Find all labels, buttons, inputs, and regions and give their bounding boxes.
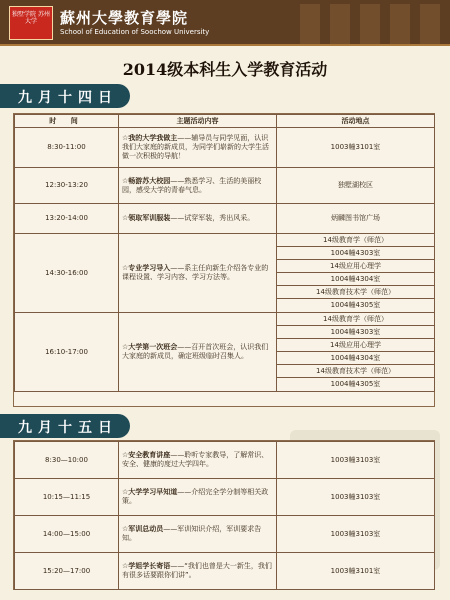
activity-title: ☆畅游苏大校园 — [122, 176, 171, 185]
seal-text: 独墅学院 苏州大学 — [12, 11, 50, 25]
row-content — [119, 516, 277, 553]
row-time: 15:20—17:00 — [15, 553, 119, 590]
activity-desc: ——系主任向新生介绍各专业的课程设置、学习内容、学习方法等。 — [122, 264, 269, 281]
activity-title: ☆我的大学我做主 — [122, 134, 178, 142]
row-time: 10:15—11:15 — [15, 479, 119, 516]
table-row — [15, 168, 435, 204]
row-content — [119, 313, 277, 392]
activity-desc: ——军训知识介绍，军训要求告知。 — [122, 525, 262, 542]
table-row — [15, 516, 435, 553]
place-line: 14级应用心理学 — [277, 339, 434, 352]
header-place: 活动地点 — [277, 115, 435, 128]
row-place: 独墅湖校区 — [277, 168, 435, 204]
table-row — [15, 313, 435, 392]
table-row — [15, 204, 435, 234]
row-place: 1003幢3101室 — [277, 553, 435, 590]
row-time: 8:30—10:00 — [15, 442, 119, 479]
schedule-table-day2 — [13, 440, 435, 590]
header-decoration — [390, 4, 410, 44]
row-content — [119, 234, 277, 313]
place-line: 14级教育技术学（师范） — [277, 365, 434, 378]
row-time: 16:10-17:00 — [15, 313, 119, 392]
school-name-cn: 蘇州大學教育學院 — [60, 9, 189, 27]
row-content — [119, 442, 277, 479]
activity-desc: ——熟悉学习、生活的美丽校园，感受大学的青春气息。 — [122, 176, 262, 194]
school-name-en: School of Education of Soochow University — [60, 28, 210, 36]
day-label-sep14: 九月十四日 — [0, 84, 130, 108]
activity-desc: ——“我们也曾是大一新生，我们有很多话要跟你们讲”。 — [122, 562, 272, 579]
place-line: 1004幢4304室 — [277, 352, 434, 365]
place-line: 1004幢4305室 — [330, 380, 381, 388]
row-content — [119, 128, 277, 168]
activity-title: ☆大学学习早知道 — [122, 488, 178, 496]
row-place: 1003幢3103室 — [277, 479, 435, 516]
header-decoration — [360, 4, 380, 44]
activity-desc: ——试穿军装，秀出风采。 — [170, 214, 255, 222]
day-label-sep15: 九月十五日 — [0, 414, 130, 438]
row-content — [119, 168, 277, 204]
row-place: 1003幢3101室 — [277, 128, 435, 168]
row-time: 13:20-14:00 — [15, 204, 119, 234]
table-row — [15, 553, 435, 590]
place-line: 14级教育技术学（师范） — [277, 286, 434, 299]
row-time: 14:00—15:00 — [15, 516, 119, 553]
table-header-row — [15, 115, 435, 128]
table-row — [15, 234, 435, 313]
row-place — [277, 234, 435, 313]
row-content — [119, 479, 277, 516]
activity-title: ☆军训总动员 — [122, 525, 164, 533]
activity-title: ☆专业学习导入 — [122, 264, 171, 272]
activity-title: ☆大学第一次班会 — [122, 343, 178, 351]
activity-title: ☆领取军训服装 — [122, 214, 171, 222]
activity-title: ☆安全教育讲座 — [122, 451, 171, 459]
table-row — [15, 128, 435, 168]
place-line: 1004幢4303室 — [277, 247, 434, 260]
header-decoration — [300, 4, 320, 44]
row-place: 1003幢3103室 — [277, 516, 435, 553]
row-place: 炳麟图书馆广场 — [277, 204, 435, 234]
activity-desc: ——辅导员与同学见面，认识我们大家庭的新成员，为同学们崭新的大学生活做一次积极的导航！ — [122, 134, 269, 160]
row-time: 12:30-13:20 — [15, 168, 119, 204]
activity-desc: ——召开首次班会，认识我们大家庭的新成员，确定班级临时召集人。 — [122, 343, 269, 360]
activity-title: ☆学姐学长寄语 — [122, 562, 171, 570]
row-content — [119, 204, 277, 234]
place-line: 1004幢4305室 — [330, 301, 381, 309]
row-place: 1003幢3103室 — [277, 442, 435, 479]
place-line: 14级教育学（师范） — [277, 234, 434, 247]
header-decoration — [330, 4, 350, 44]
page-title: 2014级本科生入学教育活动 — [122, 60, 328, 79]
row-content — [119, 553, 277, 590]
row-time: 8:30-11:00 — [15, 128, 119, 168]
activity-desc: ——聆听专家教导，了解常识、安全、健康的度过大学四年。 — [122, 451, 269, 468]
place-line: 1004幢4303室 — [277, 326, 434, 339]
header-content: 主题活动内容 — [119, 115, 277, 128]
place-line: 1004幢4304室 — [277, 273, 434, 286]
row-time: 14:30-16:00 — [15, 234, 119, 313]
place-line: 14级教育学（师范） — [277, 313, 434, 326]
school-seal-logo — [9, 6, 53, 40]
table-row — [15, 442, 435, 479]
activity-desc: ——介绍完全学分制等相关政策。 — [122, 488, 269, 505]
schedule-table-day1 — [13, 113, 435, 407]
page-header — [0, 0, 450, 46]
header-time: 时 间 — [15, 115, 119, 128]
row-place — [277, 313, 435, 392]
header-decoration — [420, 4, 440, 44]
place-line: 14级应用心理学 — [277, 260, 434, 273]
table-row — [15, 479, 435, 516]
